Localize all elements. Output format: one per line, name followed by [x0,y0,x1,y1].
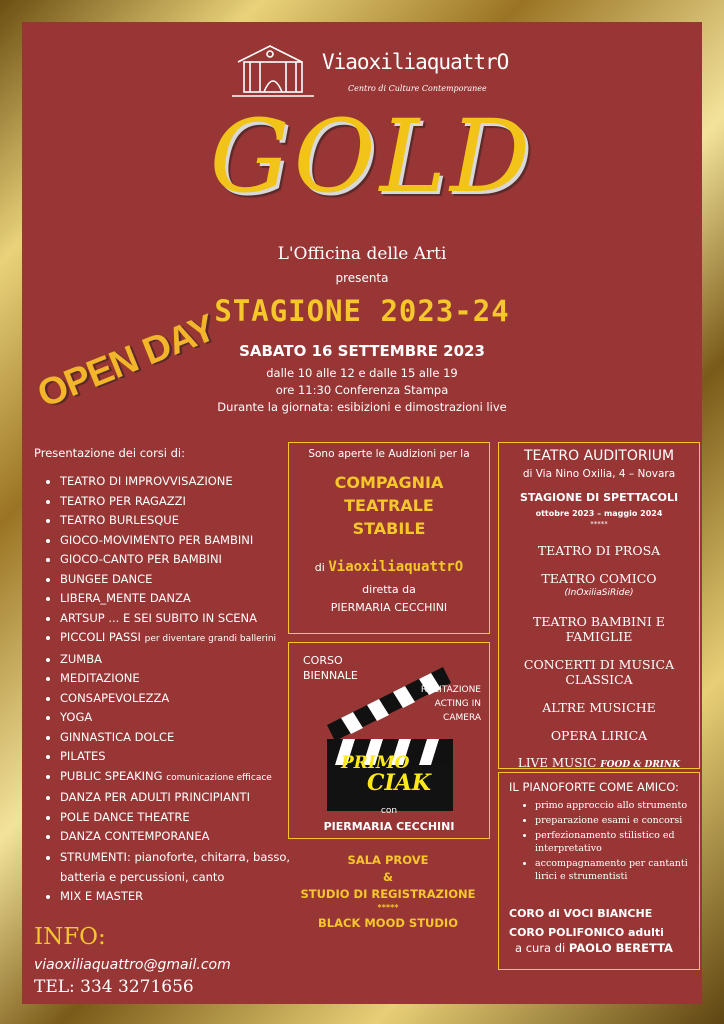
logo-subtitle: Centro di Culture Contemporanee [348,84,487,93]
corso-biennale: CORSO BIENNALE [303,654,358,682]
course-subjects: RECITAZIONE ACTING IN CAMERA [420,685,481,723]
auditions-line: TEATRALE [344,496,434,515]
info-phone: TEL: 334 3271656 [34,977,194,997]
teatro-title: TEATRO AUDITORIUM [523,448,675,464]
course-item: • ARTSUP ... E SEI SUBITO IN SCENA [60,609,296,629]
open-day-label: OPEN DAY [31,307,222,417]
teatro-auditorium-box [498,442,700,769]
teatro-season: STAGIONE DI SPETTACOLI [519,491,679,504]
program-item: CONCERTI DI MUSICA CLASSICA [523,657,675,687]
course-item: • PICCOLI PASSI per diventare grandi ballerini [60,628,296,650]
course-teacher: PIERMARIA CECCHINI [323,820,455,833]
courses-list [34,472,296,906]
logo-name: ViaoxiliaquattrO [322,50,509,74]
course-item: • YOGA [60,708,296,728]
auditions-box [288,442,490,634]
piano-title: IL PIANOFORTE COME AMICO: [509,780,679,794]
course-item: • TEATRO BURLESQUE [60,511,296,531]
piano-item: • accompagnamento per cantanti lirici e strumentisti [535,857,692,883]
course-item: • GINNASTICA DOLCE [60,728,296,748]
course-item: • STRUMENTI: pianoforte, chitarra, basso, batteria e percussioni, canto [60,847,296,887]
course-item: • DANZA CONTEMPORANEA [60,827,296,847]
piano-maestro: a cura di PAOLO BERETTA [515,941,673,955]
course-con: con [380,806,398,816]
courses-heading: Presentazione dei corsi di: [34,446,186,460]
program-item: TEATRO BAMBINI E FAMIGLIE [533,614,665,644]
season-title: STAGIONE 2023-24 [214,294,510,328]
course-item: • TEATRO DI IMPROVVISAZIONE [60,472,296,492]
piano-item: • perfezionamento stilistico ed interpretativo [535,829,692,855]
schedule-line: ore 11:30 Conferenza Stampa [275,383,449,397]
auditions-company [289,471,489,540]
program-item: TEATRO COMICO (InOxiliaSiRide) [541,571,657,598]
piano-list [507,799,692,885]
organizer: L'Officina delle Arti [277,244,447,264]
auditions-intro: Sono aperte le Audizioni per la [308,448,470,460]
course-item: • MIX E MASTER [60,887,296,907]
teatro-program [499,543,699,786]
auditions-company-name: di ViaoxiliaquattrO [314,559,464,575]
piano-item: • preparazione esami e concorsi [535,814,692,827]
schedule-line: Durante la giornata: esibizioni e dimostrazioni live [217,400,507,414]
main-title: GOLD [209,98,535,215]
auditions-line: COMPAGNIA [334,473,444,492]
course-item: • POLE DANCE THEATRE [60,808,296,828]
course-item: • ZUMBA [60,650,296,670]
course-item: • PUBLIC SPEAKING comunicazione efficace [60,767,296,789]
course-item: • TEATRO PER RAGAZZI [60,492,296,512]
program-item: ALTRE MUSICHE [542,700,656,715]
auditions-director: PIERMARIA CECCHINI [330,601,448,614]
info-label: INFO: [34,924,106,950]
course-item: • CONSAPEVOLEZZA [60,689,296,709]
studio-section: SALA PROVE & STUDIO DI REGISTRAZIONE ***** BLACK MOOD STUDIO [300,853,476,930]
schedule-line: dalle 10 alle 12 e dalle 15 alle 19 [266,366,458,380]
course-item: • GIOCO-CANTO PER BAMBINI [60,550,296,570]
program-item: OPERA LIRICA [550,728,648,743]
event-schedule [22,365,702,416]
auditions-directed: diretta da [362,583,416,596]
primo-ciak-box [288,642,490,839]
course-item: • PILATES [60,747,296,767]
program-item: LIVE MUSIC FOOD & DRINK [517,756,681,770]
teatro-stars: ***** [590,520,608,528]
course-item: • BUNGEE DANCE [60,570,296,590]
course-item: • DANZA PER ADULTI PRINCIPIANTI [60,788,296,808]
presenta-text: presenta [335,271,389,285]
program-item: TEATRO DI PROSA [537,543,661,558]
coro-lines: CORO di VOCI BIANCHE CORO POLIFONICO adulti [509,907,664,939]
auditions-line: STABILE [352,519,426,538]
poster [22,22,702,1004]
piano-item: • primo approccio allo strumento [535,799,692,812]
course-item: • LIBERA_MENTE DANZA [60,589,296,609]
pianoforte-box [498,772,700,970]
course-item: • MEDITAZIONE [60,669,296,689]
teatro-period: ottobre 2023 – maggio 2024 [535,509,663,518]
event-date: SABATO 16 SETTEMBRE 2023 [239,342,485,360]
teatro-address: di Via Nino Oxilia, 4 – Novara [522,468,676,480]
theater-logo-icon [230,42,320,102]
course-item: • GIOCO-MOVIMENTO PER BAMBINI [60,531,296,551]
primo-ciak-title: PRIMO CIAK [341,753,431,796]
info-email[interactable]: viaoxiliaquattro@gmail.com [34,957,231,973]
courses-section [34,446,296,906]
